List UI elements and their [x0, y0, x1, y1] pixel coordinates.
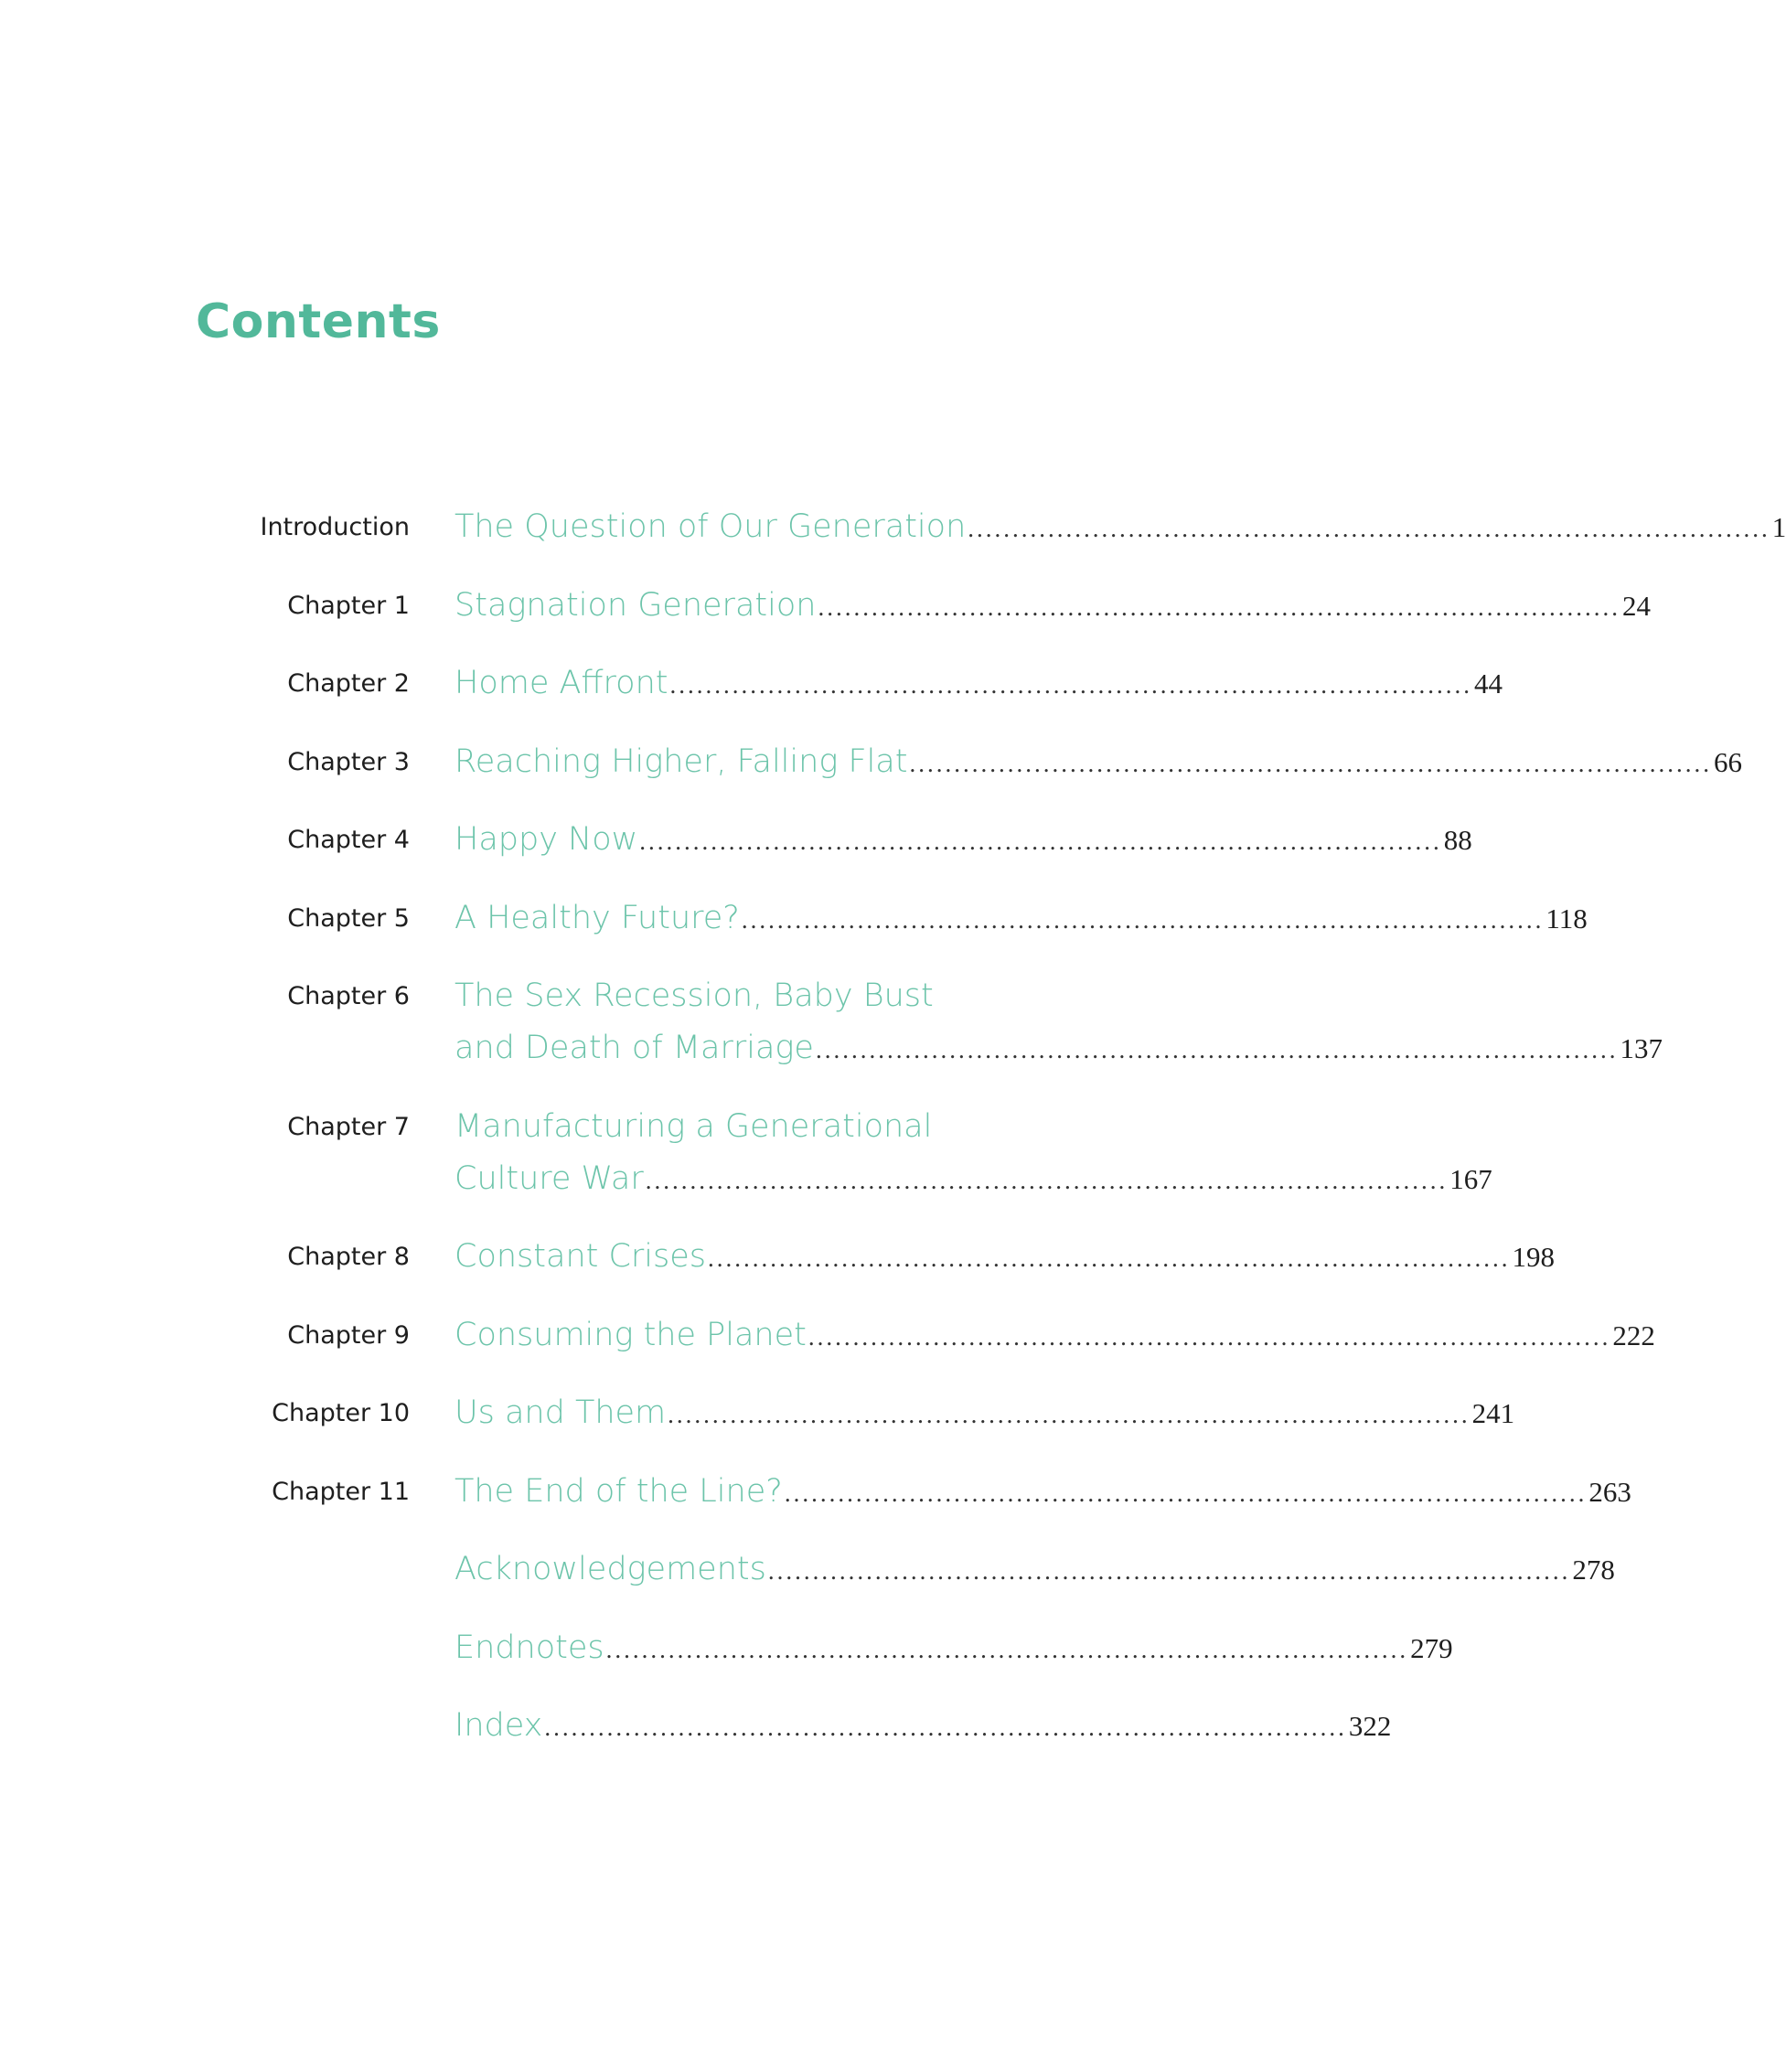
page-number: 88 — [1443, 824, 1472, 856]
chapter-label: Chapter 6 — [287, 982, 410, 1010]
chapter-title: A Healthy Future? — [455, 899, 740, 936]
chapter-label: Chapter 4 — [287, 826, 410, 854]
toc-entry-title — [455, 1543, 1615, 1596]
page-number: 322 — [1348, 1710, 1392, 1742]
chapter-label: Chapter 10 — [272, 1399, 410, 1427]
toc-entry-title — [455, 1622, 1453, 1674]
chapter-label: Introduction — [260, 513, 410, 541]
dot-leader: .......................................................................................... — [639, 828, 1442, 855]
page-number: 44 — [1473, 668, 1503, 700]
chapter-title: Endnotes — [455, 1629, 604, 1666]
leader-line — [455, 501, 1786, 553]
chapter-title: Happy Now — [455, 821, 638, 858]
leader-line — [455, 1387, 1515, 1439]
chapter-title: Constant Crises — [455, 1238, 707, 1275]
chapter-title: Consuming the Planet — [455, 1316, 807, 1353]
leader-line — [455, 1466, 1631, 1518]
leader-line — [455, 1022, 1663, 1074]
toc-entry-title — [455, 580, 1651, 632]
dot-leader: .......................................................................................... — [807, 1322, 1611, 1351]
leader-line — [455, 1543, 1615, 1596]
chapter-title: Home Affront — [455, 665, 668, 701]
toc-entry-title — [455, 814, 1472, 866]
dot-leader: .......................................................................................... — [784, 1479, 1588, 1507]
chapter-title: and Death of Marriage — [455, 1030, 814, 1066]
chapter-title: Reaching Higher, Falling Flat — [455, 742, 908, 780]
chapter-title: Index — [455, 1707, 543, 1744]
leader-line — [455, 1622, 1453, 1674]
page-number: 198 — [1512, 1241, 1556, 1273]
chapter-label: Chapter 8 — [287, 1243, 410, 1271]
page-number: 241 — [1471, 1397, 1515, 1429]
dot-leader: .......................................................................................... — [815, 1036, 1619, 1063]
toc-entry-title — [455, 1101, 1492, 1205]
leader-line — [455, 1700, 1392, 1752]
leader-line — [455, 1153, 1492, 1205]
leader-line — [455, 892, 1588, 945]
dot-leader: .......................................................................................... — [818, 593, 1620, 621]
page-number: 118 — [1545, 902, 1588, 935]
leader-line — [455, 1309, 1655, 1362]
dot-leader: .......................................................................................... — [968, 515, 1770, 542]
chapter-label: Chapter 5 — [287, 903, 410, 933]
page-number: 222 — [1612, 1319, 1655, 1351]
toc-entry-title — [455, 736, 1742, 788]
toc-entry-title — [455, 970, 1663, 1074]
chapter-title: The Question of Our Generation — [455, 508, 967, 545]
page-number: 263 — [1588, 1475, 1631, 1508]
leader-line — [455, 736, 1742, 788]
leader-line — [455, 1231, 1556, 1283]
dot-leader: .......................................................................................... — [605, 1635, 1409, 1663]
dot-leader: .......................................................................................... — [909, 749, 1712, 777]
dot-leader: .......................................................................................... — [767, 1557, 1571, 1585]
toc-entry-title — [455, 501, 1786, 553]
page-number: 66 — [1713, 745, 1742, 778]
page-number: 167 — [1449, 1162, 1492, 1195]
toc-entry-title — [455, 1387, 1515, 1439]
dot-leader: .......................................................................................... — [544, 1714, 1347, 1741]
page-title: Contents — [196, 294, 441, 349]
chapter-label: Chapter 9 — [287, 1320, 410, 1350]
chapter-title: Culture War — [455, 1159, 644, 1197]
toc-entry-title — [455, 657, 1503, 710]
toc-entry-title — [455, 892, 1588, 945]
chapter-label: Chapter 11 — [272, 1477, 410, 1506]
toc-entry-title — [455, 1309, 1655, 1362]
page-number: 279 — [1410, 1631, 1453, 1664]
chapter-title: The End of the Line? — [455, 1472, 783, 1510]
chapter-label: Chapter 1 — [287, 591, 410, 620]
chapter-title: Us and Them — [455, 1394, 667, 1431]
chapter-title: The Sex Recession, Baby Bust — [455, 977, 934, 1014]
toc-entry-title — [455, 1700, 1392, 1752]
leader-line — [455, 814, 1472, 866]
chapter-title: Acknowledgements — [455, 1551, 766, 1587]
dot-leader: .......................................................................................... — [645, 1166, 1449, 1194]
chapter-label: Chapter 2 — [287, 669, 410, 698]
dot-leader: .......................................................................................... — [669, 671, 1472, 699]
dot-leader: .......................................................................................... — [708, 1244, 1511, 1272]
chapter-title: Manufacturing a Generational — [455, 1107, 933, 1145]
dot-leader: .......................................................................................... — [668, 1401, 1471, 1428]
toc-entry-title — [455, 1466, 1631, 1518]
chapter-title: Stagnation Generation — [455, 586, 817, 624]
dot-leader: .......................................................................................... — [741, 905, 1545, 934]
leader-line — [455, 580, 1651, 632]
leader-line — [455, 657, 1503, 710]
page-number: 278 — [1572, 1554, 1615, 1586]
page-number: 24 — [1621, 589, 1651, 622]
chapter-label: Chapter 3 — [287, 747, 410, 776]
chapter-label: Chapter 7 — [287, 1112, 410, 1141]
page-number: 137 — [1620, 1032, 1663, 1064]
page-number: 1 — [1771, 511, 1786, 543]
toc-entry-title — [455, 1231, 1556, 1283]
